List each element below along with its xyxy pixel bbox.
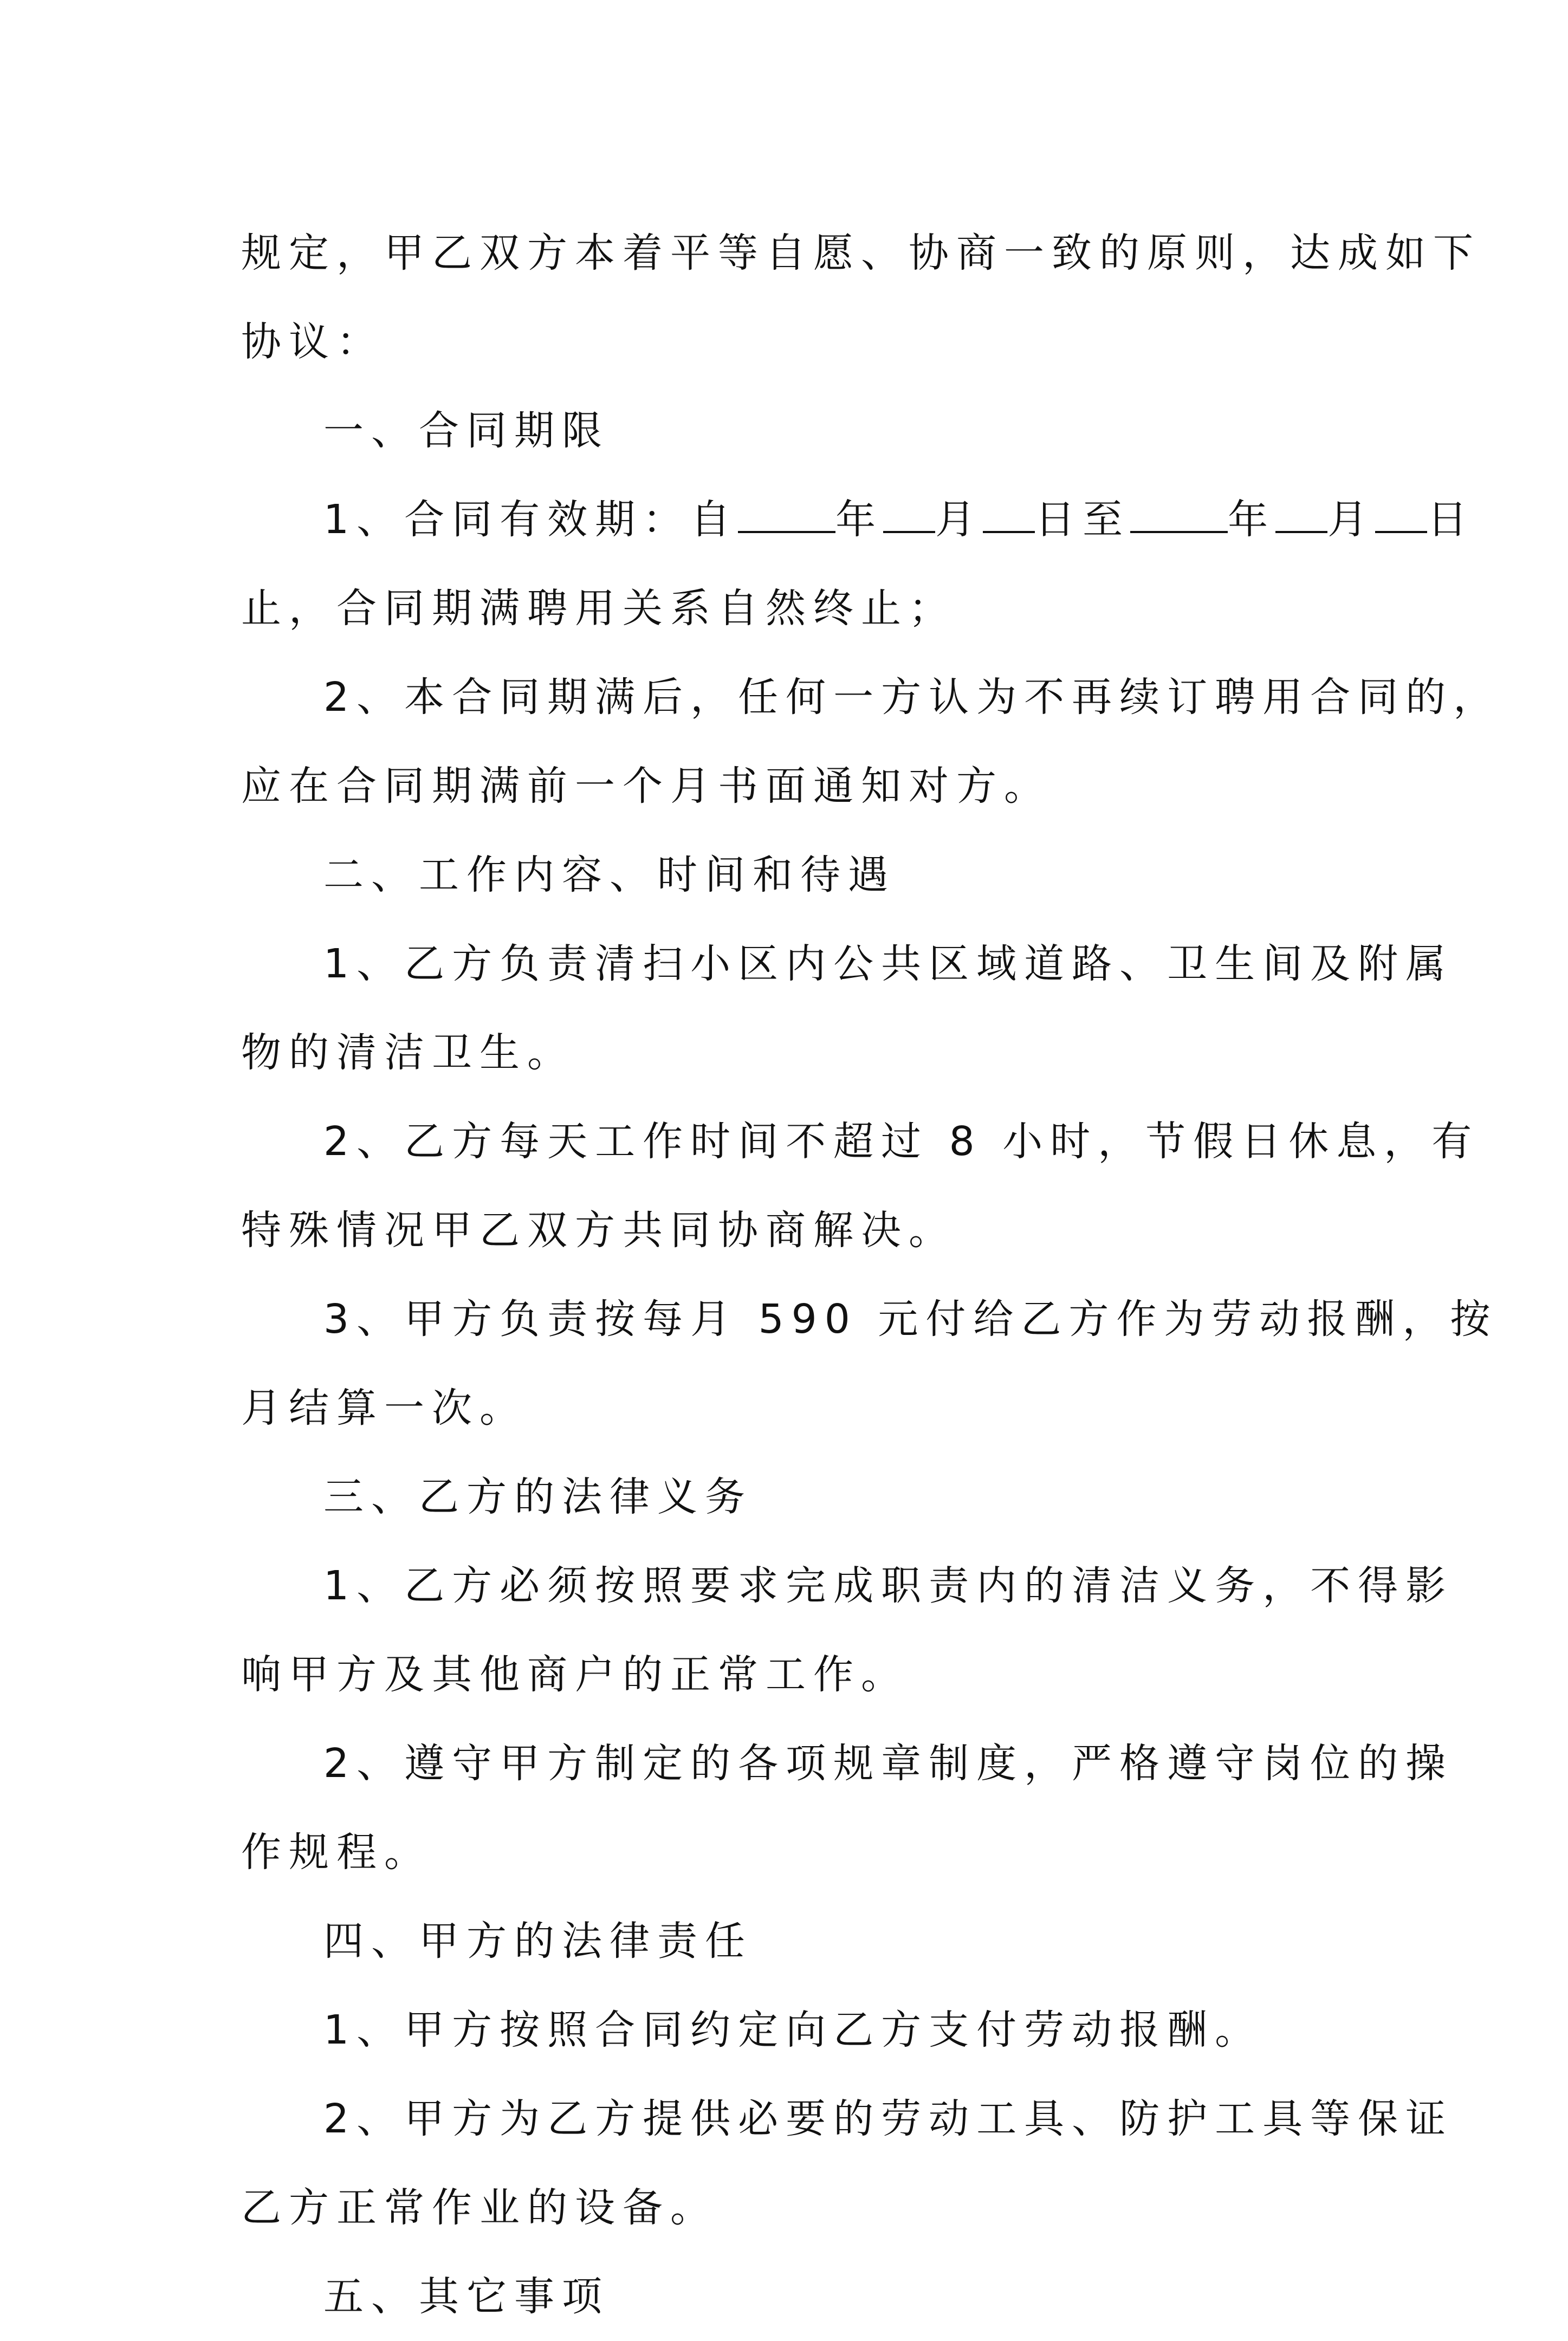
section-heading: 五、其它事项 (323, 2273, 610, 2320)
day-to-label: 日至 (1035, 496, 1131, 543)
body-text-line: 规定，甲乙双方本着平等自愿、协商一致的原则，达成如下 (241, 230, 1481, 276)
blank-day-end (1375, 481, 1427, 533)
blank-year-end (1130, 481, 1228, 533)
clause-line: 2、本合同期满后，任何一方认为不再续订聘用合同的， (323, 674, 1501, 721)
day-label: 日 (1427, 496, 1475, 543)
contract-term-label: 1、合同有效期：自 (323, 496, 738, 543)
clause-line: 2、甲方为乙方提供必要的劳动工具、防护工具等保证 (323, 2096, 1454, 2142)
section-heading: 四、甲方的法律责任 (323, 1918, 753, 1964)
body-text-line: 止，合同期满聘用关系自然终止； (241, 585, 956, 632)
clause-line: 3、甲方负责按每月 590 元付给乙方作为劳动报酬，按 (323, 1296, 1498, 1343)
document-body (241, 209, 1501, 2341)
blank-day-start (983, 481, 1035, 533)
section-heading: 一、合同期限 (323, 407, 610, 454)
clause-line: 1、甲方按照合同约定向乙方支付劳动报酬。 (323, 2007, 1263, 2053)
body-text-line: 协议： (241, 319, 384, 365)
clause-line: 2、遵守甲方制定的各项规章制度，严格遵守岗位的操 (323, 1740, 1454, 1787)
contract-term-line (241, 475, 1475, 564)
month-label: 月 (1327, 496, 1376, 543)
clause-line: 1、乙方必须按照要求完成职责内的清洁义务，不得影 (323, 1562, 1454, 1609)
body-text-line: 特殊情况甲乙双方共同协商解决。 (241, 1207, 956, 1254)
section-heading: 三、乙方的法律义务 (323, 1474, 753, 1520)
body-text-line: 作规程。 (241, 1829, 432, 1876)
body-text-line: 响甲方及其他商户的正常工作。 (241, 1651, 909, 1698)
blank-month-end (1275, 481, 1327, 533)
body-text-line: 应在合同期满前一个月书面通知对方。 (241, 763, 1052, 809)
month-label: 月 (935, 496, 983, 543)
year-label: 年 (1228, 496, 1276, 543)
clause-line: 1、乙方负责清扫小区内公共区域道路、卫生间及附属 (323, 941, 1454, 987)
year-label: 年 (835, 496, 884, 543)
blank-month-start (883, 481, 935, 533)
section-heading: 二、工作内容、时间和待遇 (323, 852, 896, 898)
body-text-line: 乙方正常作业的设备。 (241, 2184, 718, 2231)
clause-line: 2、乙方每天工作时间不超过 8 小时，节假日休息，有 (323, 1118, 1480, 1165)
body-text-line: 月结算一次。 (241, 1385, 527, 1431)
body-text-line: 物的清洁卫生。 (241, 1029, 575, 1076)
blank-year-start (738, 481, 835, 533)
